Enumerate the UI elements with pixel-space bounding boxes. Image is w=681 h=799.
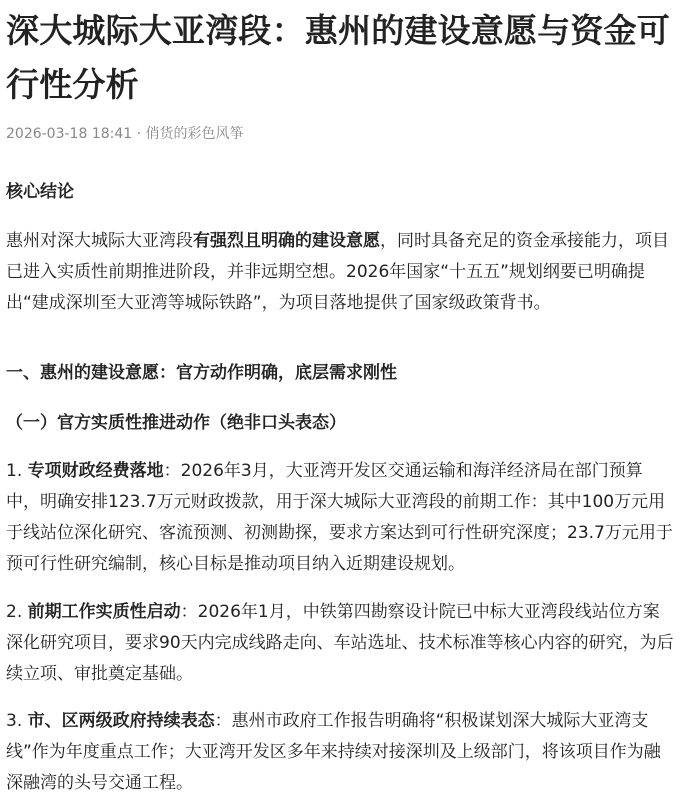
list-item-3	[6, 706, 676, 799]
core-conclusion-heading: 核心结论	[6, 182, 74, 202]
item-text: ：2026年1月，中铁第四勘察设计院已中标大亚湾段线站位方案深化研究项目，要求90天内完成线路走向、车站选址、技术标准等核心内容的研究，为后续立项、审批奠定基础。	[6, 602, 674, 684]
core-text-pre: 惠州对深大城际大亚湾段	[6, 231, 193, 251]
article-meta	[6, 124, 244, 144]
meta-separator: ·	[136, 126, 142, 142]
item-text: ：2026年3月，大亚湾开发区交通运输和海洋经济局在部门预算中，明确安排123.7万元财政拨款，用于深大城际大亚湾段的前期工作：其中100万元用于线站位深化研究、客流预测、初测勘探，要求方案达到可行性研究深度；23.7万元用于预可行性研究编制，核心目标是推动项目纳入近期建设规划。	[6, 461, 673, 574]
core-conclusion-paragraph	[6, 226, 676, 319]
list-item-2	[6, 597, 676, 690]
subsection-heading: （一）官方实质性推进动作（绝非口头表态）	[6, 413, 346, 433]
core-text-post: ，同时具备充足的资金承接能力，项目已进入实质性前期推进阶段，并非远期空想。2026年国家“十五五”规划纲要已明确提出“建成深圳至大亚湾等城际铁路”，为项目落地提供了国家级政策背书。	[6, 231, 669, 313]
core-text-bold: 有强烈且明确的建设意愿	[193, 231, 380, 251]
article-title: 深大城际大亚湾段：惠州的建设意愿与资金可行性分析	[6, 11, 670, 104]
item-bold-label: 市、区两级政府持续表态	[27, 711, 215, 731]
item-text: ：惠州市政府工作报告明确将“积极谋划深大城际大亚湾支线”作为年度重点工作；大亚湾开发区多年来持续对接深圳及上级部门，将该项目作为融深融湾的头号交通工程。	[6, 711, 661, 793]
item-bold-label: 专项财政经费落地	[27, 461, 164, 481]
item-bold-label: 前期工作实质性启动	[27, 602, 181, 622]
list-item-1	[6, 456, 676, 580]
item-number: 2.	[6, 602, 28, 622]
section-heading: 一、惠州的建设意愿：官方动作明确，底层需求刚性	[6, 363, 397, 383]
item-number: 1.	[6, 461, 28, 481]
publish-date: 2026-03-18 18:41	[6, 126, 133, 142]
author-name[interactable]: 俏货的彩色风筝	[145, 126, 244, 142]
item-number: 3.	[6, 711, 28, 731]
